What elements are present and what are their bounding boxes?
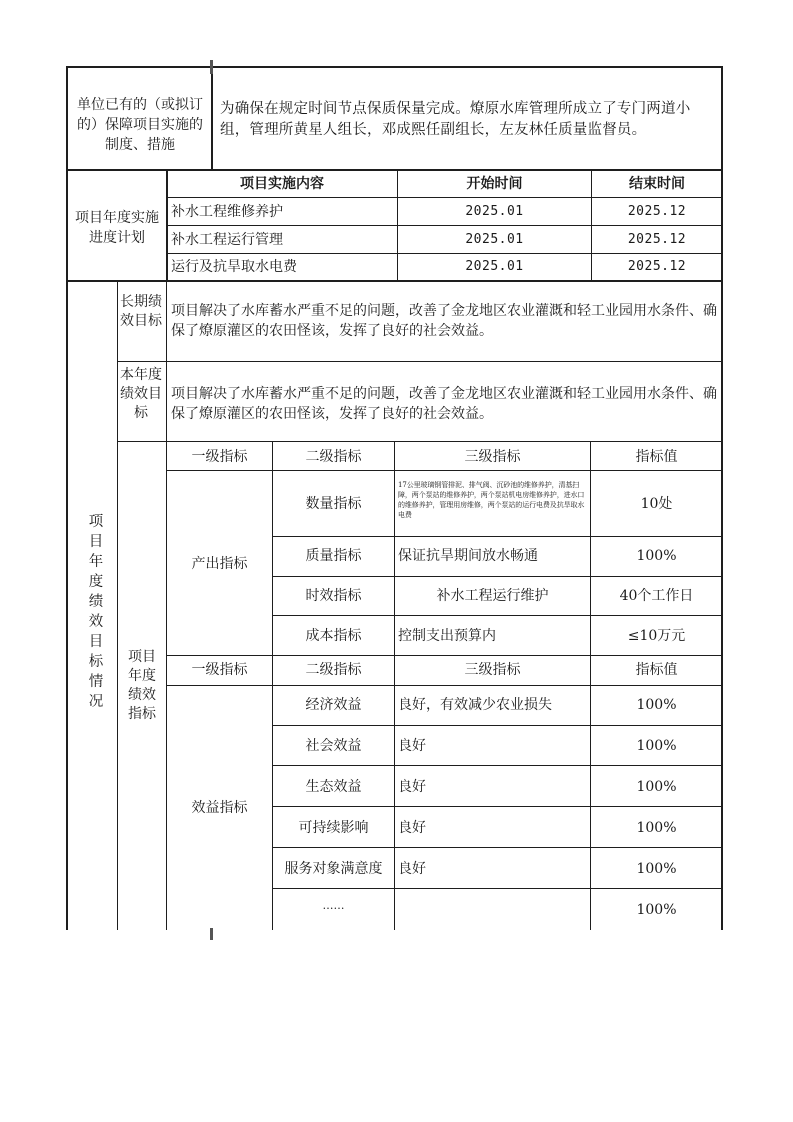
indicator-level2: 成本指标 — [305, 628, 362, 644]
indicator-level3: 控制支出预算内 — [398, 628, 496, 644]
measures-label: 单位已有的（或拟订的）保障项目实施的制度、措施 — [77, 97, 203, 153]
indicator-value: 100% — [636, 902, 677, 918]
schedule-row-content: 补水工程运行管理 — [171, 232, 283, 248]
indicator-value: 100% — [636, 697, 677, 713]
indicator-level3: 保证抗旱期间放水畅通 — [398, 548, 538, 564]
indicator-level2: …… — [322, 899, 345, 912]
indicator-level2: 时效指标 — [305, 588, 362, 604]
indicator-value: 10处 — [640, 496, 673, 512]
annual-goal-text: 项目解决了水库蓄水严重不足的问题，改善了金龙地区农业灌溉和轻工业园用水条件、确保了燎原灌区的农田怪该，发挥了良好的社会效益。 — [171, 386, 717, 422]
indicator-header-level3: 三级指标 — [464, 662, 521, 678]
schedule-row-content: 运行及抗旱取水电费 — [171, 259, 297, 275]
indicator-level2: 生态效益 — [305, 779, 362, 795]
indicator-label: 项目年度绩效指标 — [128, 649, 156, 722]
indicator-header-level3: 三级指标 — [464, 449, 521, 465]
indicator-header-level1: 一级指标 — [191, 662, 248, 678]
indicator-level2: 质量指标 — [305, 548, 362, 564]
indicator-level2: 服务对象满意度 — [284, 861, 383, 877]
annual-goal-label: 本年度绩效目标 — [120, 367, 162, 421]
indicator-level2: 可持续影响 — [298, 820, 369, 836]
indicator-value: 100% — [636, 820, 677, 836]
benefit-indicator-label: 效益指标 — [191, 800, 248, 816]
indicator-value: 40个工作日 — [619, 588, 694, 604]
indicator-header-level2: 二级指标 — [305, 449, 362, 465]
indicator-level2: 社会效益 — [305, 738, 362, 754]
schedule-label: 项目年度实施进度计划 — [75, 210, 159, 246]
indicator-header-value: 指标值 — [635, 662, 678, 678]
indicator-level3: 良好 — [398, 820, 426, 836]
indicator-level3: 良好 — [398, 861, 426, 877]
output-indicator-label: 产出指标 — [191, 556, 248, 572]
indicator-header-level2: 二级指标 — [305, 662, 362, 678]
long-term-goal-text: 项目解决了水库蓄水严重不足的问题，改善了金龙地区农业灌溉和轻工业园用水条件、确保了燎原灌区的农田怪该，发挥了良好的社会效益。 — [171, 303, 717, 339]
indicator-value: ≤10万元 — [627, 628, 686, 644]
indicator-level3: 良好 — [398, 779, 426, 795]
schedule-row-content: 补水工程维修养护 — [171, 204, 283, 220]
indicator-level2: 数量指标 — [305, 496, 362, 512]
measures-content: 为确保在规定时间节点保质保量完成。燎原水库管理所成立了专门两道小组，管理所黄星人组长，邓成熙任副组长，左友林任质量监督员。 — [220, 101, 691, 138]
indicator-value: 100% — [636, 548, 677, 564]
indicator-header-value: 指标值 — [635, 449, 678, 465]
long-term-goal-label: 长期绩效目标 — [120, 294, 162, 329]
indicator-level3: 补水工程运行维护 — [436, 588, 549, 604]
schedule-header-content: 项目实施内容 — [240, 176, 324, 192]
schedule-row-start: 2025.01 — [465, 259, 524, 274]
indicator-value: 100% — [636, 779, 677, 795]
schedule-row-end: 2025.12 — [627, 204, 687, 219]
indicator-header-level1: 一级指标 — [191, 449, 248, 465]
schedule-header-end: 结束时间 — [629, 176, 685, 192]
indicator-level2: 经济效益 — [305, 697, 362, 713]
schedule-row-end: 2025.12 — [627, 232, 687, 247]
schedule-row-start: 2025.01 — [465, 204, 524, 219]
schedule-header-start: 开始时间 — [466, 176, 523, 192]
indicator-level3: 良好 — [398, 738, 426, 754]
schedule-row-end: 2025.12 — [627, 259, 687, 274]
goals-section-label: 项目年度绩效目标情况 — [88, 514, 104, 710]
schedule-row-start: 2025.01 — [465, 232, 524, 247]
indicator-level3: 良好，有效减少农业损失 — [398, 697, 552, 713]
indicator-value: 100% — [636, 738, 677, 754]
indicator-value: 100% — [636, 861, 677, 877]
indicator-level3-detail: 17公里玻璃钢管排泥、排气阀、沉砂池的维修养护，清基扫障，两个泵站的维修养护，两个泵站机电房维修养护，进水口的维修养护，管理用房维修，两个泵站的运行电费及抗旱取水电费 — [398, 481, 585, 519]
